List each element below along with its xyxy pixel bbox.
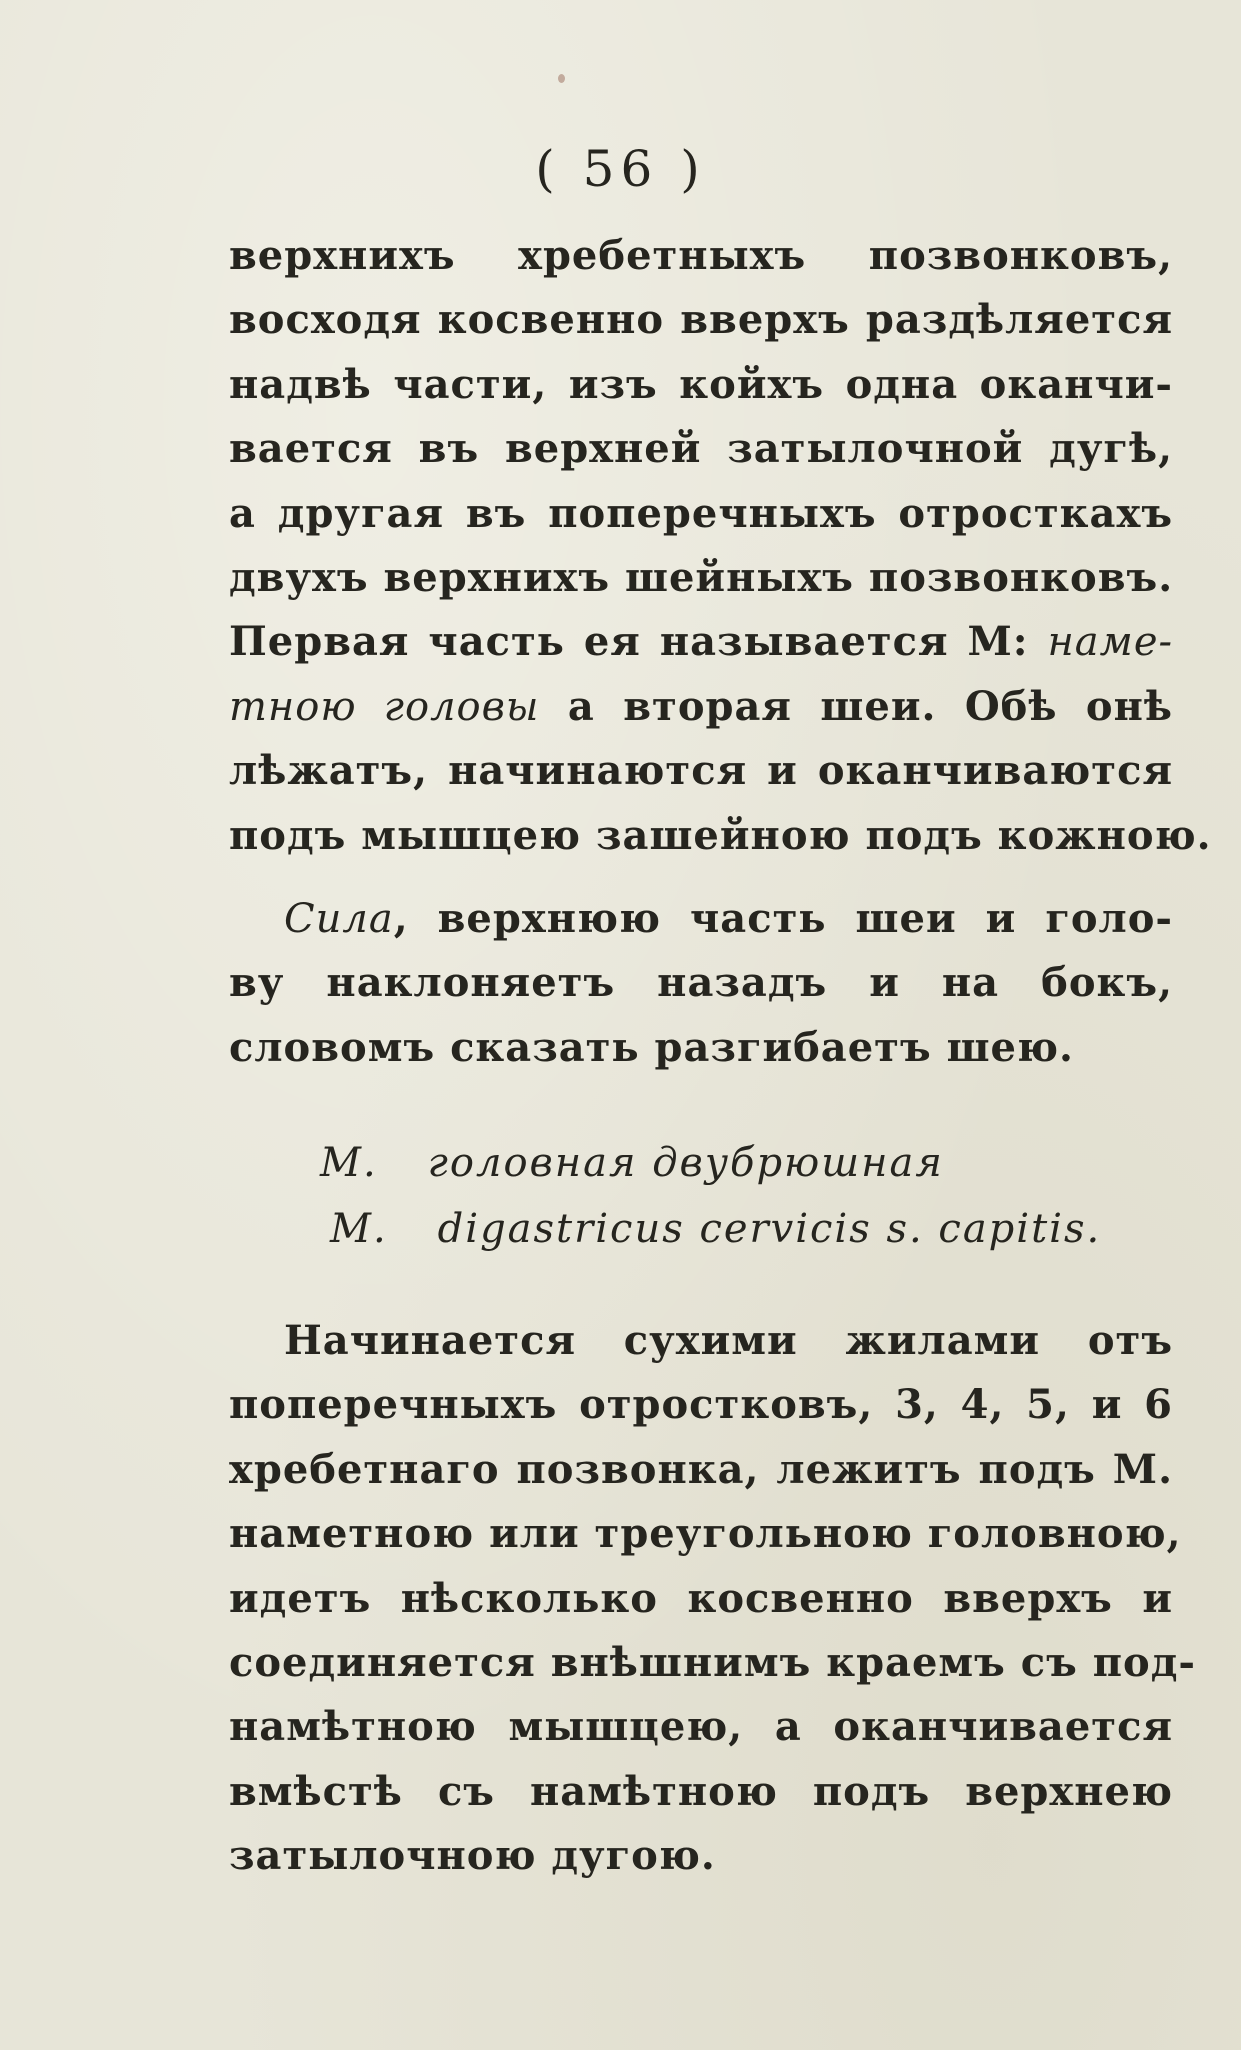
- section-title-latin: [330, 1206, 1101, 1252]
- title-abbr: M.: [330, 1206, 388, 1252]
- italic-term: тною головы: [229, 683, 540, 730]
- text-line: соединяется внѣшнимъ краемъ съ под-: [229, 1638, 1196, 1686]
- section-title-russian: [320, 1140, 944, 1186]
- text-run: , верхнюю часть шеи и голо-: [393, 895, 1173, 942]
- title-text: головная двубрюшная: [427, 1140, 944, 1186]
- paragraph-3: [229, 1309, 1196, 1889]
- italic-term: наме-: [1047, 619, 1173, 666]
- italic-term: Сила: [284, 896, 394, 942]
- text-run: Первая часть ея называется М:: [229, 618, 1048, 666]
- text-line: словомъ сказать разгибаетъ шею.: [229, 1023, 1074, 1071]
- text-line: Начинается сухими жилами отъ: [284, 1317, 1173, 1364]
- text-line: ву наклоняетъ назадъ и на бокъ,: [229, 959, 1173, 1007]
- text-run: а вторая шеи. Обѣ онѣ: [539, 682, 1173, 730]
- text-line: а другая въ поперечныхъ отросткахъ: [229, 489, 1173, 537]
- title-abbr: М.: [320, 1140, 378, 1186]
- text-line: двухъ верхнихъ шейныхъ позвонковъ.: [229, 553, 1174, 601]
- title-text: digastricus cervicis s. capitis.: [437, 1206, 1102, 1252]
- text-line: верхнихъ хребетныхъ позвонковъ,: [229, 232, 1173, 279]
- text-line: восходя косвенно вверхъ раздѣляется: [229, 296, 1173, 344]
- text-line: идетъ нѣсколько косвенно вверхъ и: [229, 1574, 1173, 1622]
- text-line: [229, 887, 1173, 951]
- paragraph-1: [229, 224, 1212, 868]
- text-line: намѣтною мышцею, а оканчивается: [229, 1703, 1173, 1751]
- text-line: поперечныхъ отростковъ, 3, 4, 5, и 6: [229, 1381, 1173, 1429]
- text-line: [229, 675, 1173, 739]
- text-line: [229, 610, 1173, 674]
- text-line: вается въ верхней затылочной дугѣ,: [229, 425, 1173, 473]
- text-line: лѣжатъ, начинаются и оканчиваются: [229, 747, 1173, 795]
- text-line: вмѣстѣ съ намѣтною подъ верхнею: [229, 1767, 1173, 1815]
- paragraph-2: [229, 887, 1173, 1080]
- text-line: наметною или треугольною головною,: [229, 1510, 1182, 1558]
- page-number: ( 56 ): [535, 140, 706, 198]
- text-line: подъ мышцею зашейною подъ кожною.: [229, 811, 1212, 859]
- text-line: хребетнаго позвонка, лежитъ подъ М.: [229, 1445, 1173, 1493]
- text-line: надвѣ части, изъ койхъ одна оканчи-: [229, 360, 1173, 408]
- ink-spot: [558, 74, 565, 83]
- text-line: затылочною дугою.: [229, 1832, 716, 1880]
